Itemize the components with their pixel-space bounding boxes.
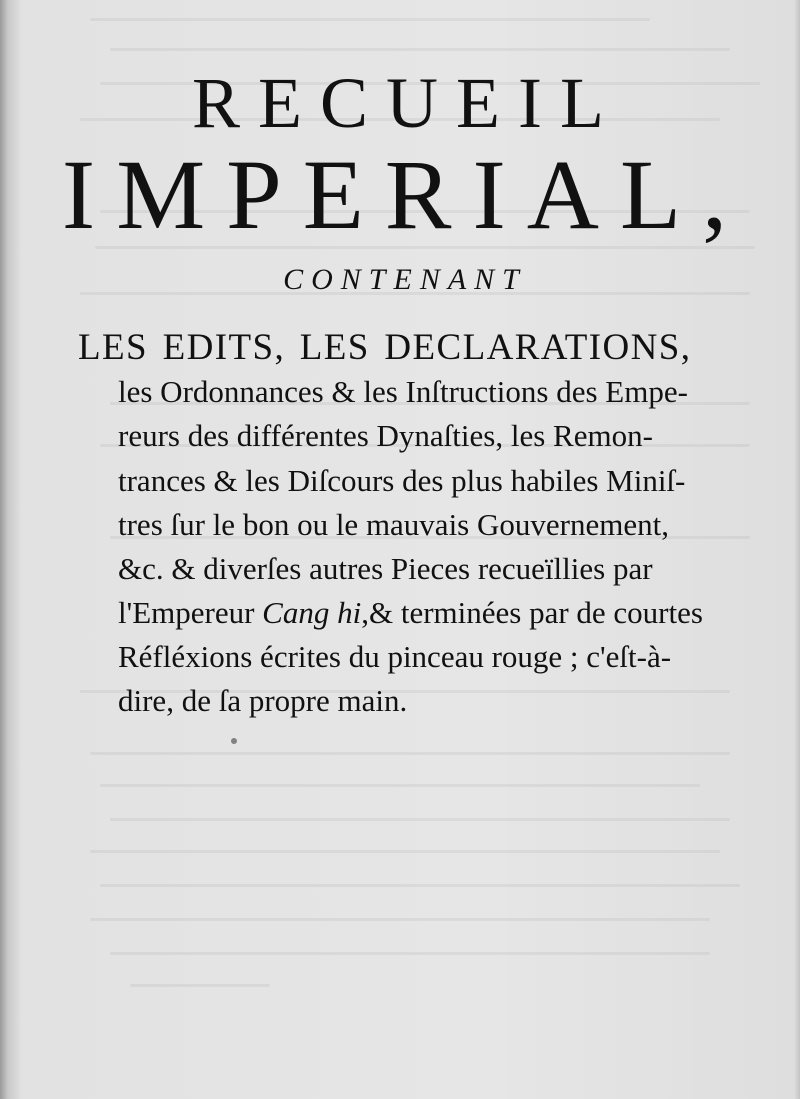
title-imperial: IMPERIAL,: [61, 139, 749, 250]
body-line-1: LES EDITS, LES DECLARATIONS,: [78, 327, 692, 368]
ink-speck: [231, 738, 237, 744]
page-edge: [794, 0, 800, 1099]
body-line-8: Réfléxions écrites du pinceau rouge ; c'eſt-à-: [118, 639, 672, 674]
body-line-7-end: ,& terminées par de courtes: [361, 595, 703, 630]
body-line-7-start: l'Empereur: [118, 595, 263, 630]
body-line-9: dire, de ſa propre main.: [118, 683, 408, 718]
body-line-2: les Ordonnances & les Inſtructions des Empe-: [118, 374, 688, 409]
body-line-6: &c. & diverſes autres Pieces recueïllies par: [118, 551, 653, 586]
title-recueil: RECUEIL: [192, 63, 622, 143]
body-line-5: tres ſur le bon ou le mauvais Gouvernement,: [118, 507, 669, 542]
body-line-3: reurs des différentes Dynaſties, les Remon-: [118, 418, 653, 453]
body-line-4: trances & les Diſcours des plus habiles Miniſ-: [118, 463, 686, 498]
subtitle-contenant: CONTENANT: [283, 263, 527, 296]
body-line-7: [118, 591, 703, 635]
emperor-name: Cang hi: [262, 595, 362, 630]
